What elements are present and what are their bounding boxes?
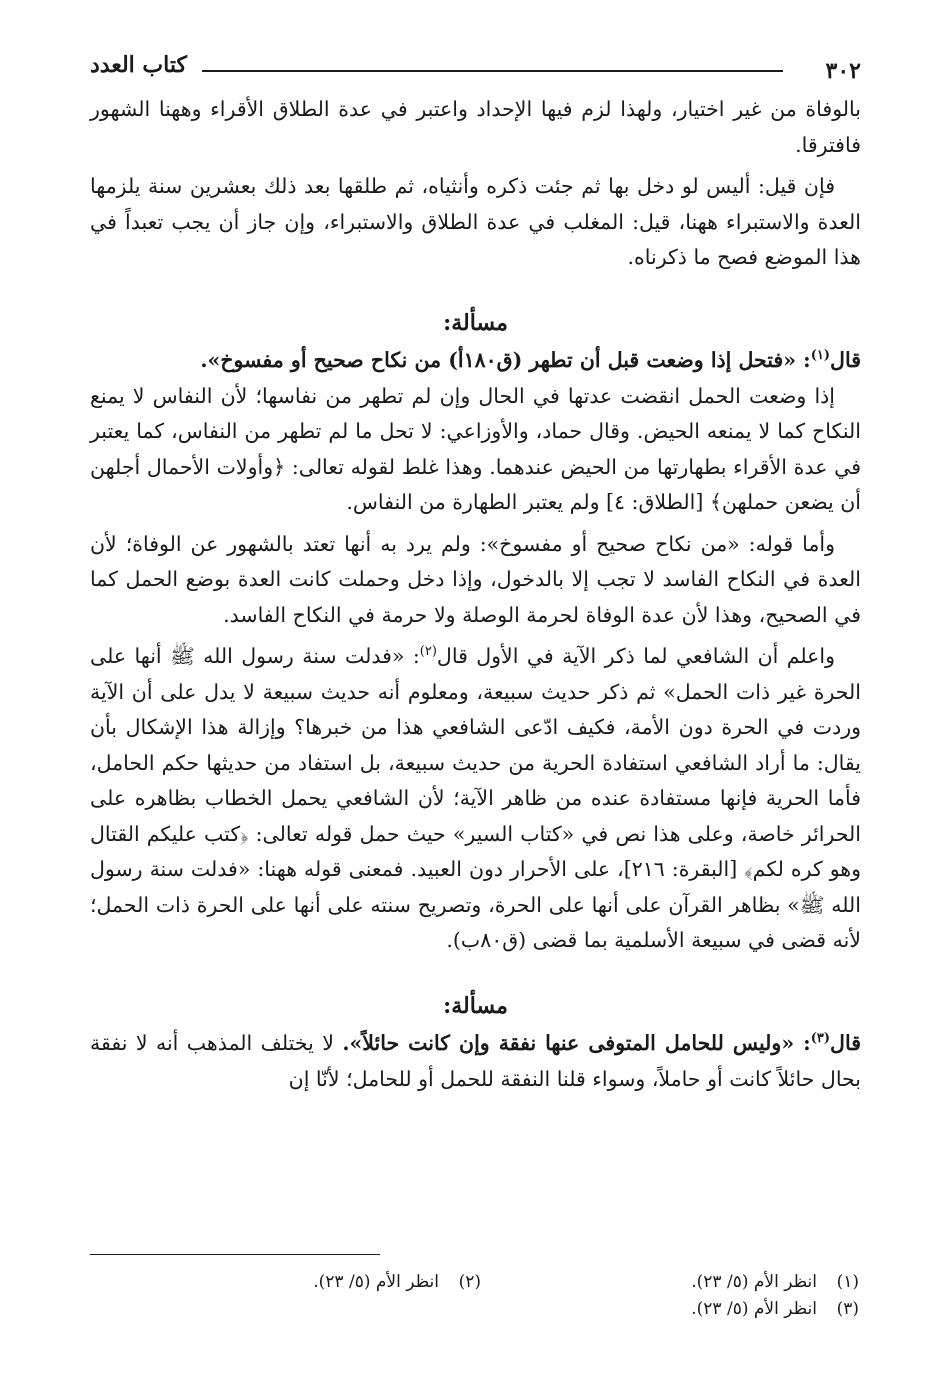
paragraph: فإن قيل: أليس لو دخل بها ثم جئت ذكره وأنثياه، ثم طلقها بعد ذلك بعشرين سنة يلزمها العدة والاستبراء ههنا، قيل: المغلب في عدة الطلاق والاستبراء، وإن جاز أن يجب تعبداً في هذا الموضع فصح ما ذكرناه. <box>90 174 861 269</box>
footnote <box>313 1270 481 1294</box>
paragraph <box>90 1026 861 1097</box>
footnote <box>691 1270 859 1294</box>
paragraph: إذا وضعت الحمل انقضت عدتها في الحال وإن لم تطهر من نفاسها؛ لأن النفاس لا يمنع النكاح كما لا يمنعه الحيض. وقال حماد، والأوزاعي: لا تحل ما لم تطهر من النفاس، كما يعتبر في عدة الأقراء بطهارتها من الحيض عندهما. وهذا غلط لقوله تعالى: ﴿وأولات الأحمال أجلهن أن يضعن حملهن﴾ [الطلاق: ٤] ولم يعتبر الطهارة من النفاس. <box>90 383 861 514</box>
section-heading: مسألة: <box>443 992 508 1019</box>
header-rule <box>202 70 783 72</box>
paragraph-text: واعلم أن الشافعي لما ذكر الآية في الأول قال <box>436 644 835 668</box>
running-title: كتاب العدد <box>90 52 187 78</box>
page-number: ٣٠٢ <box>825 58 861 84</box>
footnote-ref: (٣) <box>810 1031 831 1047</box>
footnote-ref: (٢) <box>419 644 437 660</box>
qala-label: قال <box>830 1031 861 1055</box>
page-body <box>90 92 861 1097</box>
paragraph: وأما قوله: «من نكاح صحيح أو مفسوخ»: ولم يرد به أنها تعتد بالشهور عن الوفاة؛ لأن العدة في النكاح الفاسد لا تجب إلا بالدخول، وإذا دخل وحملت كانت العدة بوضع الحمل كما في الصحيح، وهذا لأن عدة الوفاة لحرمة الوصلة ولا حرمة في النكاح الفاسد. <box>90 531 861 627</box>
paragraph-text: : «فدلت سنة رسول الله ﷺ أنها على الحرة غير ذات الحمل» ثم ذكر حديث سبيعة، ومعلوم أنه حديث سبيعة لا يدل على أن الآية وردت في الحرة دون الأمة، فكيف ادّعى الشافعي هذا من خبرها؟ وإزالة هذا الإشكال بأن يقال: ما أراد الشافعي استفادة الحرية من حديث سبيعة، بل استفاد من حديثها حكم الحامل، فأما الحرية فإنها مستفادة عنده من ظاهر الآية؛ لأن الشافعي يحمل الخطاب بظاهره على الحرائر خاصة، وعلى هذا نص في «كتاب السير» حيث حمل قوله تعالى: ﴿كتب عليكم القتال وهو كره لكم﴾ [البقرة: ٢١٦]، على الأحرار دون العبيد. فمعنى قوله ههنا: «فدلت سنة رسول الله ﷺ» بظاهر القرآن على أنها على الحرة، وتصريح سنته على أنها على الحرة ذات الحمل؛ لأنه قضى في سبيعة الأسلمية بما قضى (ق٨٠ب). <box>90 644 862 952</box>
qala-label: قال <box>830 348 861 372</box>
footnote-number: (٣) <box>836 1299 859 1319</box>
footnote <box>691 1297 859 1321</box>
footnote-rule <box>90 1254 380 1255</box>
page-header <box>90 48 861 84</box>
footnote-text: انظر الأم (٥/ ٢٣). <box>691 1272 817 1292</box>
footnote-number: (١) <box>836 1272 859 1292</box>
footnote-number: (٢) <box>458 1272 481 1292</box>
footnote-text: انظر الأم (٥/ ٢٣). <box>691 1299 817 1319</box>
paragraph <box>90 639 861 959</box>
matn-quote <box>90 343 861 379</box>
paragraph-text: لا يختلف المذهب أنه لا نفقة بحال حائلاً كانت أو حاملاً، وسواء قلنا النفقة للحمل أو للحامل؛ لأنّا إن <box>90 1031 861 1091</box>
paragraph: بالوفاة من غير اختيار، ولهذا لزم فيها الإحداد واعتبر في عدة الطلاق الأقراء وههنا الشهور فافترقا. <box>90 97 861 157</box>
footnote-text: انظر الأم (٥/ ٢٣). <box>313 1272 439 1292</box>
section-heading: مسألة: <box>443 309 508 336</box>
footnote-ref: (١) <box>810 348 831 364</box>
quote-text: : «فتحل إذا وضعت قبل أن تطهر (ق١٨٠أ) من نكاح صحيح أو مفسوخ». <box>200 348 811 372</box>
quote-text: : «وليس للحامل المتوفى عنها نفقة وإن كانت حائلاً». <box>342 1031 811 1055</box>
